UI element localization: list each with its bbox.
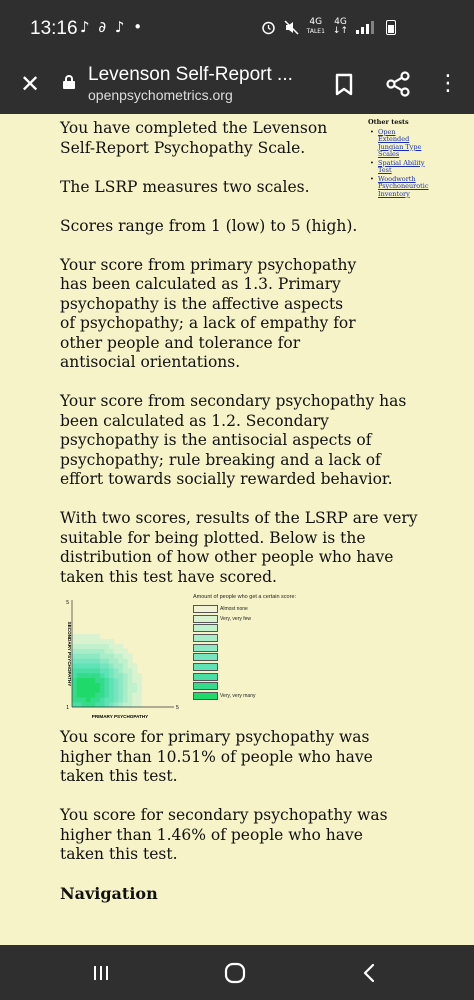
- heatmap-cell: [81, 683, 86, 688]
- lock-icon: [63, 75, 75, 89]
- network-sub: TALE1: [306, 28, 325, 35]
- heatmap-cell: [104, 639, 109, 644]
- heatmap-cell: [91, 673, 96, 678]
- heatmap-cell: [118, 692, 123, 697]
- heatmap-cell: [132, 673, 137, 678]
- legend-entry: [193, 623, 353, 633]
- close-icon[interactable]: ✕: [19, 70, 41, 98]
- y-tick-min: 1: [66, 705, 69, 711]
- heatmap-cell: [100, 654, 105, 659]
- percentile-text: [60, 728, 410, 904]
- legend-swatch: [193, 663, 218, 671]
- heatmap-cell: [86, 678, 91, 683]
- heatmap-cell: [104, 692, 109, 697]
- heatmap-cell: [128, 702, 133, 707]
- heatmap-cell: [118, 654, 123, 659]
- heatmap-cell: [100, 692, 105, 697]
- heatmap-cell: [104, 702, 109, 707]
- heatmap-cell: [86, 697, 91, 702]
- heatmap-cell: [81, 654, 86, 659]
- heatmap-cell: [118, 668, 123, 673]
- heatmap-cell: [77, 654, 82, 659]
- legend-swatch: [193, 624, 218, 632]
- heatmap-cell: [81, 634, 86, 639]
- heatmap-cell: [100, 649, 105, 654]
- heatmap-cell: [91, 644, 96, 649]
- heatmap-cell: [95, 634, 100, 639]
- heatmap-cell: [86, 663, 91, 668]
- heatmap-cell: [118, 678, 123, 683]
- heatmap-cell: [95, 678, 100, 683]
- heatmap-cell: [77, 702, 82, 707]
- page-title[interactable]: Levenson Self-Report ...: [88, 64, 293, 85]
- y-axis-label: SECONDARY PSYCHOPATHY: [67, 621, 72, 687]
- legend-label: Very, very few: [220, 615, 252, 622]
- heatmap-cell: [109, 663, 114, 668]
- heatmap-cell: [95, 644, 100, 649]
- sidebar-link-spatial[interactable]: Spatial Ability Test: [378, 158, 425, 174]
- paragraph-secondary-score: Your score from secondary psychopathy has been calculated as 1.2. Secondary psychopathy is the antisocial aspects of psychopathy; rule breaking and a lack of effort towards socially rewarded behavior.: [60, 392, 407, 488]
- heatmap-cell: [77, 658, 82, 663]
- sidebar-link-woodworth[interactable]: Woodworth Psychoneurotic Inventory: [378, 174, 429, 198]
- heatmap-cell: [114, 649, 119, 654]
- heatmap-cell: [100, 639, 105, 644]
- heatmap-cell: [104, 673, 109, 678]
- heatmap-cell: [118, 658, 123, 663]
- heatmap-cell: [77, 673, 82, 678]
- heatmap-cell: [123, 673, 128, 678]
- heatmap-cell: [100, 668, 105, 673]
- heatmap-cell: [118, 697, 123, 702]
- heatmap-cell: [128, 654, 133, 659]
- heatmap-cell: [109, 702, 114, 707]
- heatmap-cell: [81, 644, 86, 649]
- browser-toolbar: [0, 54, 474, 114]
- network-sub-2: ↓↑: [332, 26, 348, 36]
- legend-entry: [193, 691, 353, 701]
- heatmap-cell: [123, 658, 128, 663]
- heatmap-cell: [104, 668, 109, 673]
- heatmap-cell: [91, 688, 96, 693]
- heatmap-cell: [86, 649, 91, 654]
- heatmap-cell: [109, 692, 114, 697]
- heatmap-cell: [132, 692, 137, 697]
- heatmap-cell: [95, 683, 100, 688]
- heatmap-cell: [91, 649, 96, 654]
- legend-swatch: [193, 615, 218, 623]
- heatmap-cell: [100, 702, 105, 707]
- heatmap-cell: [123, 654, 128, 659]
- heatmap-cell: [104, 678, 109, 683]
- heatmap-cell: [132, 697, 137, 702]
- heatmap-cell: [109, 688, 114, 693]
- legend-swatch: [193, 673, 218, 681]
- heatmap-cell: [123, 688, 128, 693]
- heatmap-cell: [95, 668, 100, 673]
- heatmap-cell: [86, 658, 91, 663]
- legend-entry: [193, 652, 353, 662]
- heatmap-cell: [123, 697, 128, 702]
- heatmap-cell: [77, 663, 82, 668]
- heatmap-cell: [128, 697, 133, 702]
- share-icon[interactable]: [382, 68, 414, 100]
- heatmap-cell: [100, 688, 105, 693]
- heatmap-cell: [104, 649, 109, 654]
- alarm-icon: [261, 20, 276, 35]
- page-url[interactable]: openpsychometrics.org: [88, 87, 233, 103]
- heatmap-cell: [77, 649, 82, 654]
- heatmap-cell: [137, 678, 142, 683]
- heatmap-cell: [86, 673, 91, 678]
- heatmap-cell: [72, 697, 77, 702]
- heatmap-cell: [91, 668, 96, 673]
- x-tick-max: 5: [176, 705, 179, 711]
- heatmap-cell: [128, 668, 133, 673]
- heatmap-cell: [81, 688, 86, 693]
- heatmap-cell: [91, 634, 96, 639]
- heatmap-cell: [104, 697, 109, 702]
- legend-title: Amount of people who get a certain score:: [193, 594, 297, 600]
- heatmap-cell: [91, 683, 96, 688]
- heatmap-cell: [81, 663, 86, 668]
- heatmap-cell: [95, 692, 100, 697]
- heatmap-cell: [81, 658, 86, 663]
- other-tests-sidebar: [368, 119, 428, 199]
- status-indicators: [261, 18, 396, 36]
- mute-icon: [284, 20, 299, 35]
- heatmap-cell: [123, 678, 128, 683]
- network-type-2: 4G: [334, 17, 347, 27]
- home-icon[interactable]: [220, 959, 250, 987]
- heatmap-cell: [104, 654, 109, 659]
- heatmap-cell: [100, 678, 105, 683]
- heatmap-cell: [114, 683, 119, 688]
- heatmap-cell: [95, 658, 100, 663]
- legend-swatch: [193, 682, 218, 690]
- heatmap-cell: [72, 702, 77, 707]
- heatmap-cell: [91, 639, 96, 644]
- score-distribution-plot: [60, 594, 360, 724]
- heatmap-cell: [86, 639, 91, 644]
- heatmap-cell: [91, 692, 96, 697]
- heatmap-cell: [128, 658, 133, 663]
- recent-apps-icon[interactable]: [86, 959, 116, 987]
- heatmap-cell: [95, 663, 100, 668]
- heatmap-cell: [100, 673, 105, 678]
- paragraph-primary-percentile: You score for primary psychopathy was higher than 10.51% of people who have taken this test.: [60, 728, 373, 785]
- heatmap-cell: [77, 692, 82, 697]
- system-navigation-bar: [0, 945, 474, 1000]
- sidebar-link-jungian[interactable]: Open Extended Jungian Type Scales: [378, 127, 422, 158]
- heatmap-cell: [118, 683, 123, 688]
- network-indicator-2: [333, 18, 348, 36]
- heatmap-cell: [132, 678, 137, 683]
- heatmap-cell: [91, 658, 96, 663]
- heatmap-cell: [128, 673, 133, 678]
- heatmap-cell: [137, 697, 142, 702]
- heatmap-cell: [109, 658, 114, 663]
- heatmap-cell: [109, 654, 114, 659]
- legend-label: Almost none: [220, 605, 248, 612]
- heatmap-cell: [132, 668, 137, 673]
- heatmap-cell: [77, 639, 82, 644]
- heatmap-cell: [91, 702, 96, 707]
- heatmap-cell: [104, 683, 109, 688]
- heatmap-cell: [95, 702, 100, 707]
- heatmap-cell: [91, 678, 96, 683]
- heatmap-cell: [114, 644, 119, 649]
- heatmap-cell: [77, 697, 82, 702]
- heatmap-cell: [109, 639, 114, 644]
- heatmap-cell: [114, 663, 119, 668]
- heatmap-cell: [86, 654, 91, 659]
- heatmap-cell: [128, 692, 133, 697]
- paragraph-completed: You have completed the Levenson Self-Report Psychopathy Scale.: [60, 119, 328, 157]
- paragraph-scales: The LSRP measures two scales.: [60, 177, 310, 196]
- heatmap-cell: [114, 668, 119, 673]
- legend-entry: [193, 614, 353, 624]
- heatmap-cell: [104, 663, 109, 668]
- network-type: 4G: [309, 17, 323, 27]
- heatmap-cell: [123, 702, 128, 707]
- navigation-heading: Navigation: [60, 884, 158, 903]
- heatmap-cell: [114, 673, 119, 678]
- heatmap-cell: [137, 692, 142, 697]
- heatmap-cell: [123, 683, 128, 688]
- heatmap-cell: [114, 688, 119, 693]
- heatmap-legend: [193, 594, 353, 701]
- heatmap-cell: [128, 683, 133, 688]
- heatmap-cell: [132, 663, 137, 668]
- heatmap-cell: [81, 702, 86, 707]
- heatmap-cell: [100, 658, 105, 663]
- heatmap-cell: [77, 683, 82, 688]
- heatmap-cell: [123, 692, 128, 697]
- y-tick-max: 5: [66, 600, 69, 606]
- heatmap-cell: [95, 688, 100, 693]
- heatmap-cell: [95, 673, 100, 678]
- notification-icons: ♪ ∂ ♪ •: [80, 18, 145, 36]
- heatmap-cell: [109, 683, 114, 688]
- heatmap-cell: [86, 668, 91, 673]
- heatmap-cell: [77, 634, 82, 639]
- heatmap-cell: [91, 697, 96, 702]
- paragraph-primary-score: Your score from primary psychopathy has been calculated as 1.3. Primary psychopathy is the affective aspects of psychopathy; a lack of empathy for other people and tolerance for antisocial orientations.: [60, 255, 357, 371]
- heatmap-cell: [77, 668, 82, 673]
- heatmap-cell: [81, 678, 86, 683]
- heatmap-cell: [109, 644, 114, 649]
- legend-entry: [193, 633, 353, 643]
- network-indicator: [307, 18, 325, 36]
- heatmap-cell: [114, 697, 119, 702]
- heatmap-cell: [100, 697, 105, 702]
- heatmap-cell: [118, 663, 123, 668]
- heatmap-cell: [128, 663, 133, 668]
- heatmap-cell: [118, 688, 123, 693]
- heatmap-cell: [104, 644, 109, 649]
- more-menu-icon[interactable]: ⋮: [437, 71, 459, 96]
- heatmap-cell: [118, 673, 123, 678]
- legend-swatch: [193, 605, 218, 613]
- heatmap-cell: [109, 668, 114, 673]
- heatmap-cell: [118, 644, 123, 649]
- heatmap-cell: [109, 697, 114, 702]
- heatmap-cell: [114, 702, 119, 707]
- sidebar-item: [368, 176, 428, 199]
- heatmap-cell: [137, 688, 142, 693]
- heatmap-cell: [77, 644, 82, 649]
- heatmap-cell: [109, 649, 114, 654]
- heatmap-cell: [72, 692, 77, 697]
- back-icon[interactable]: [354, 959, 384, 987]
- signal-icon: [356, 20, 374, 34]
- legend-entry: [193, 643, 353, 653]
- legend-swatch: [193, 692, 218, 700]
- heatmap-cell: [100, 644, 105, 649]
- heatmap-cell: [132, 683, 137, 688]
- heatmap-cell: [81, 649, 86, 654]
- heatmap-cell: [95, 649, 100, 654]
- sidebar-title: Other tests: [368, 118, 409, 126]
- heatmap-cell: [77, 678, 82, 683]
- heatmap-cell: [86, 688, 91, 693]
- heatmap-cell: [118, 649, 123, 654]
- legend-swatch: [193, 644, 218, 652]
- heatmap-cell: [81, 697, 86, 702]
- heatmap-cell: [95, 639, 100, 644]
- heatmap-cell: [100, 663, 105, 668]
- heatmap-cell: [137, 683, 142, 688]
- heatmap-cell: [128, 688, 133, 693]
- heatmap-cell: [114, 654, 119, 659]
- heatmap-cell: [81, 673, 86, 678]
- heatmap-cell: [77, 688, 82, 693]
- bookmark-icon[interactable]: [328, 68, 360, 100]
- paragraph-secondary-percentile: You score for secondary psychopathy was higher than 1.46% of people who have taken this test.: [60, 806, 388, 863]
- heatmap-cell: [81, 639, 86, 644]
- heatmap-cell: [81, 692, 86, 697]
- heatmap-cell: [95, 654, 100, 659]
- heatmap-cell: [137, 702, 142, 707]
- legend-entry: [193, 682, 353, 692]
- sidebar-item: [368, 160, 428, 175]
- heatmap-cell: [109, 678, 114, 683]
- heatmap-cell: [81, 668, 86, 673]
- heatmap-cell: [123, 649, 128, 654]
- heatmap-cell: [123, 663, 128, 668]
- heatmap-cell: [86, 644, 91, 649]
- heatmap-cell: [137, 673, 142, 678]
- battery-icon: [386, 20, 396, 35]
- heatmap-cell: [91, 663, 96, 668]
- page-content: [0, 114, 474, 945]
- paragraph-range: Scores range from 1 (low) to 5 (high).: [60, 216, 358, 235]
- heatmap-cell: [114, 678, 119, 683]
- heatmap-cell: [118, 702, 123, 707]
- status-bar: [0, 0, 474, 54]
- legend-entry: [193, 604, 353, 614]
- heatmap-cell: [86, 683, 91, 688]
- legend-swatch: [193, 634, 218, 642]
- heatmap-cell: [114, 658, 119, 663]
- status-time: 13:16: [30, 18, 78, 39]
- heatmap-cell: [86, 702, 91, 707]
- heatmap-cell: [109, 673, 114, 678]
- legend-swatch: [193, 653, 218, 661]
- sidebar-item: [368, 129, 428, 159]
- heatmap-cell: [100, 683, 105, 688]
- legend-label: Very, very many: [220, 693, 256, 700]
- heatmap-cell: [104, 658, 109, 663]
- paragraph-plot-intro: With two scores, results of the LSRP are very suitable for being plotted. Below is the distribution of how other people who have taken this test have scored.: [60, 509, 418, 586]
- heatmap-cell: [123, 668, 128, 673]
- heatmap-cell: [104, 688, 109, 693]
- heatmap-cell: [91, 654, 96, 659]
- heatmap-cell: [72, 688, 77, 693]
- heatmap-cell: [132, 702, 137, 707]
- heatmap-cell: [128, 678, 133, 683]
- heatmap-chart: [60, 594, 190, 724]
- heatmap-cell: [86, 634, 91, 639]
- heatmap-cell: [95, 697, 100, 702]
- legend-entry: [193, 662, 353, 672]
- x-axis-label: PRIMARY PSYCHOPATHY: [91, 714, 149, 719]
- legend-entry: [193, 672, 353, 682]
- heatmap-cell: [114, 692, 119, 697]
- heatmap-cell: [132, 688, 137, 693]
- heatmap-cell: [86, 692, 91, 697]
